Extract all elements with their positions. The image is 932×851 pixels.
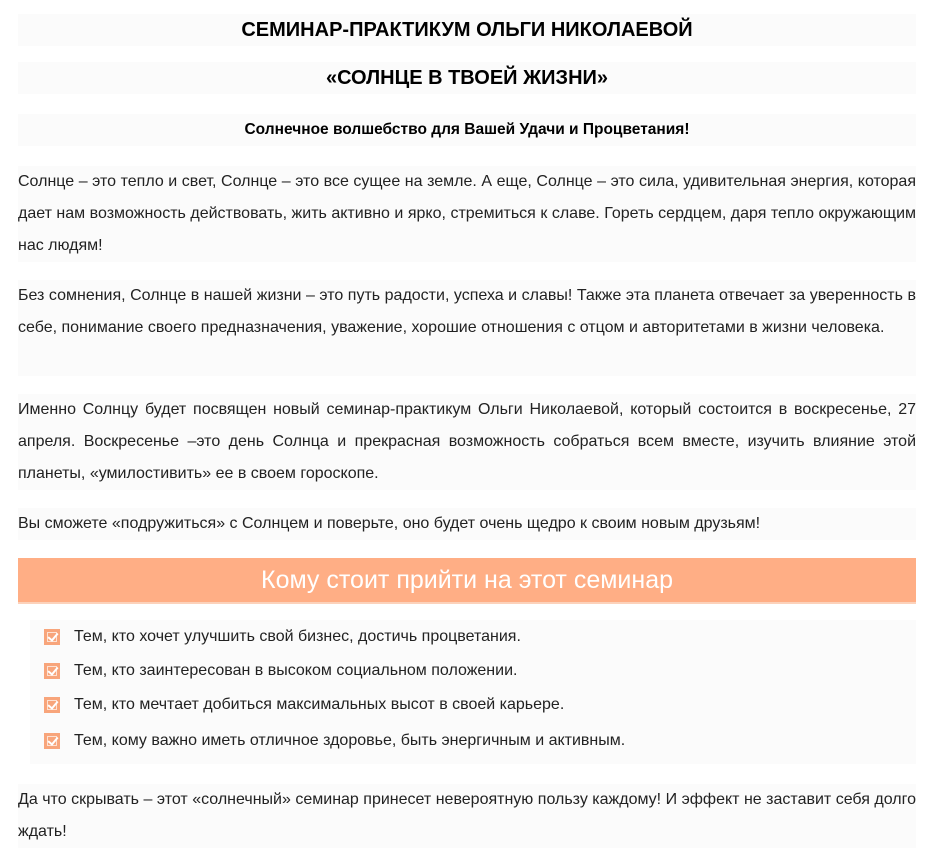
section-banner: Кому стоит прийти на этот семинар	[18, 558, 916, 604]
list-item	[44, 660, 517, 682]
paragraph-4: Вы сможете «подружиться» с Солнцем и поверьте, оно будет очень щедро к своим новым друзьям!	[18, 508, 916, 540]
checked-checkbox-icon	[44, 663, 60, 679]
checked-checkbox-icon	[44, 733, 60, 749]
checked-checkbox-icon	[44, 697, 60, 713]
list-item-text: Тем, кому важно иметь отличное здоровье, быть энергичным и активным.	[74, 732, 626, 749]
subtitle: Солнечное волшебство для Вашей Удачи и Процветания!	[18, 114, 916, 146]
audience-list	[30, 620, 916, 764]
list-item	[44, 626, 521, 648]
list-item	[44, 730, 625, 752]
list-item-text: Тем, кто заинтересован в высоком социальном положении.	[74, 662, 518, 679]
checked-checkbox-icon	[44, 629, 60, 645]
paragraph-3: Именно Солнцу будет посвящен новый семинар-практикум Ольги Николаевой, который состоится в воскресенье, 27 апреля. Воскресенье –это день Солнца и прекрасная возможность собраться всем вместе, изучить влияние этой планеты, «умилостивить» ее в своем гороскопе.	[18, 394, 916, 490]
list-item	[44, 694, 564, 716]
title-line-2: «СОЛНЦЕ В ТВОЕЙ ЖИЗНИ»	[18, 62, 916, 94]
list-item-text: Тем, кто хочет улучшить свой бизнес, достичь процветания.	[74, 628, 521, 645]
list-item-text: Тем, кто мечтает добиться максимальных высот в своей карьере.	[74, 696, 565, 713]
title-line-1: СЕМИНАР-ПРАКТИКУМ ОЛЬГИ НИКОЛАЕВОЙ	[18, 14, 916, 46]
closing-paragraph: Да что скрывать – этот «солнечный» семинар принесет невероятную пользу каждому! И эффект не заставит себя долго ждать!	[18, 784, 916, 848]
paragraph-1: Солнце – это тепло и свет, Солнце – это все сущее на земле. А еще, Солнце – это сила, удивительная энергия, которая дает нам возможность действовать, жить активно и ярко, стремиться к славе. Гореть сердцем, даря тепло окружающим нас людям!	[18, 166, 916, 262]
paragraph-2: Без сомнения, Солнце в нашей жизни – это путь радости, успеха и славы! Также эта планета отвечает за уверенность в себе, понимание своего предназначения, уважение, хорошие отношения с отцом и авторитетами в жизни человека.	[18, 280, 916, 376]
